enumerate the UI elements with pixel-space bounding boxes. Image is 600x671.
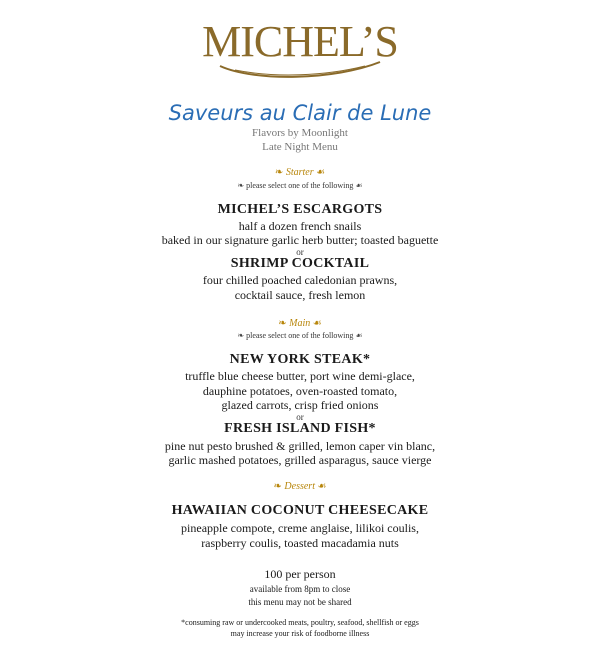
dish-description: baked in our signature garlic herb butter; toasted baguette bbox=[161, 233, 439, 247]
or-separator: or bbox=[296, 247, 304, 257]
ornament-left-icon: ❧ bbox=[274, 167, 284, 178]
dish-description: pine nut pesto brushed & grilled, lemon caper vin blanc, bbox=[164, 439, 436, 453]
dish-name: NEW YORK STEAK* bbox=[229, 352, 371, 367]
dish-description: dauphine potatoes, oven-roasted tomato, bbox=[202, 384, 398, 398]
ornament-right-icon: ☙ bbox=[312, 318, 322, 329]
dish-name: MICHEL’S ESCARGOTS bbox=[217, 202, 383, 217]
section-label: Dessert bbox=[284, 481, 315, 492]
ornament-left-icon: ❧ bbox=[237, 181, 245, 190]
sharing-note: this menu may not be shared bbox=[248, 597, 352, 607]
or-separator: or bbox=[296, 412, 304, 422]
food-safety-disclaimer: *consuming raw or undercooked meats, poultry, seafood, shellfish or eggs bbox=[181, 618, 419, 627]
dish-description: four chilled poached caledonian prawns, bbox=[202, 273, 398, 287]
ornament-left-icon: ❧ bbox=[237, 331, 245, 340]
ornament-right-icon: ☙ bbox=[316, 167, 326, 178]
availability-note: available from 8pm to close bbox=[249, 584, 351, 594]
ornament-left-icon: ❧ bbox=[273, 481, 282, 492]
ornament-right-icon: ☙ bbox=[355, 331, 363, 340]
dish-description: pineapple compote, creme anglaise, lilikoi coulis, bbox=[181, 521, 419, 535]
instruction-text: please select one of the following bbox=[246, 181, 354, 190]
dish-description: raspberry coulis, toasted macadamia nuts bbox=[201, 536, 399, 550]
dish-description: glazed carrots, crisp fried onions bbox=[221, 398, 379, 412]
dish-description: cocktail sauce, fresh lemon bbox=[234, 288, 366, 302]
main-instruction bbox=[0, 331, 600, 340]
logo-text: MICHEL’S bbox=[202, 17, 398, 66]
ornament-left-icon: ❧ bbox=[278, 318, 287, 329]
starter-instruction bbox=[0, 181, 600, 190]
dish-description: garlic mashed potatoes, grilled asparagus, sauce vierge bbox=[168, 453, 432, 467]
dish-description: half a dozen french snails bbox=[238, 219, 362, 233]
dish-description: truffle blue cheese butter, port wine demi-glace, bbox=[185, 369, 415, 383]
ornament-right-icon: ☙ bbox=[317, 481, 327, 492]
section-heading-starter bbox=[0, 167, 600, 178]
restaurant-logo bbox=[0, 17, 600, 80]
section-heading-main bbox=[0, 318, 600, 329]
menu-subtitle: Flavors by Moonlight bbox=[252, 127, 348, 139]
menu-title: Saveurs au Clair de Lune bbox=[168, 101, 432, 125]
dish-name: HAWAIIAN COCONUT CHEESECAKE bbox=[171, 503, 429, 518]
section-label: Main bbox=[289, 318, 311, 329]
menu-name: Late Night Menu bbox=[262, 141, 338, 153]
food-safety-disclaimer: may increase your risk of foodborne illness bbox=[230, 629, 370, 638]
section-label: Starter bbox=[285, 167, 314, 178]
section-heading-dessert bbox=[0, 481, 600, 492]
price-per-person: 100 per person bbox=[264, 567, 336, 581]
ornament-right-icon: ☙ bbox=[355, 181, 363, 190]
dish-name: SHRIMP COCKTAIL bbox=[230, 256, 370, 271]
dish-name: FRESH ISLAND FISH* bbox=[224, 421, 376, 436]
instruction-text: please select one of the following bbox=[246, 331, 354, 340]
